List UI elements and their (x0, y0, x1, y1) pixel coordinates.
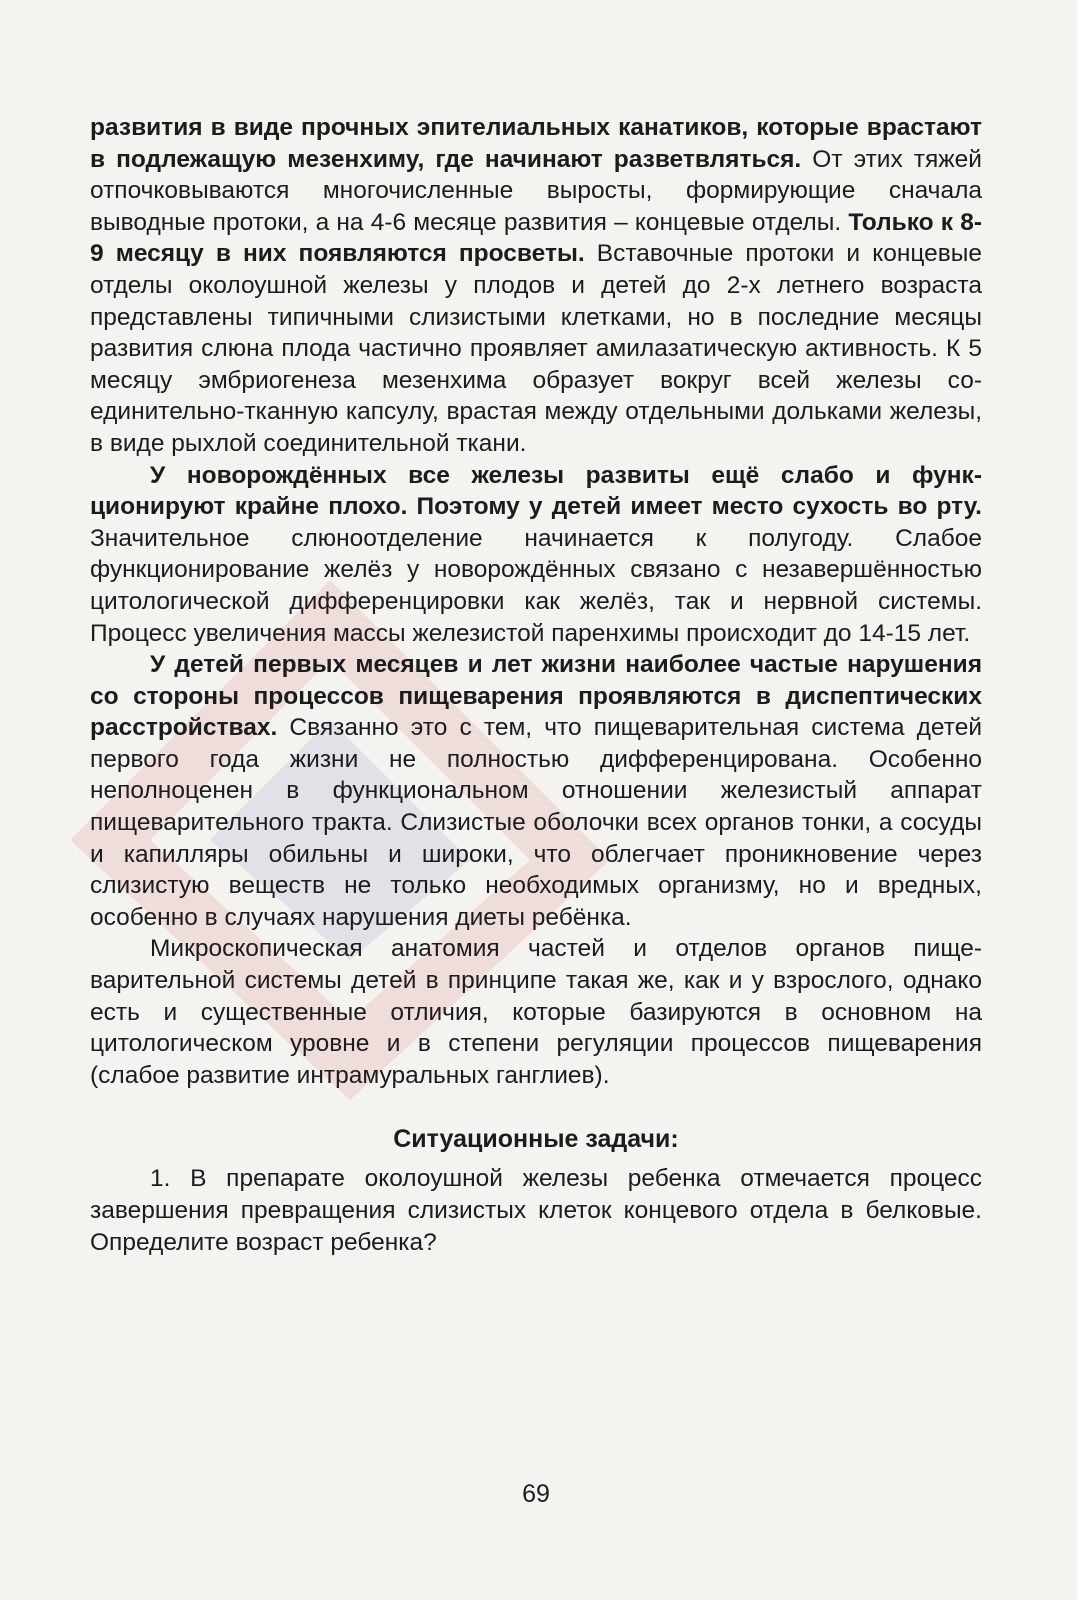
paragraph-4-text: Микроскопическая анатомия частей и отделов органов пищеварительной системы детей в принципе такая же, как и у взрослого, однако есть и существенные отличия, которые базируются в основном на цитологическом уровне и в степени регуляции процессов пищеварения (слабое развитие интрамуральных ганглиев). (90, 935, 982, 1089)
paragraph-2-bold: У новорождённых все железы развиты ещё слабо и функционируют крайне плохо. Поэтому у детей имеет место сухость во рту. (90, 461, 982, 521)
paragraph-3 (90, 649, 982, 933)
paragraph-2 (90, 460, 982, 650)
paragraph-3-bold: У детей первых месяцев и лет жизни наиболее частые нарушения со стороны процессов пищеварения проявляются в диспептических расстройствах. (90, 651, 982, 742)
task-1: 1. В препарате околоушной железы ребенка отмечается процесс завершения превращения слизистых клеток концевого отдела в белковые. Определите возраст ребенка? (90, 1165, 982, 1257)
paragraph-1-bold-2: Только к 8-9 месяцу в них появляются просветы. (90, 208, 982, 268)
page-number: 69 (522, 1480, 550, 1508)
paragraph-1-text: От этих тяжей отпочковываются многочисленные выросты, формирующие сначала выводные протоки, а на 4-6 месяце развития – концевые отделы. (90, 145, 982, 236)
body-text (90, 112, 982, 1091)
section-heading: Ситуационные задачи: (393, 1125, 679, 1154)
paragraph-2-text: Значительное слюноотделение начинается к полугоду. Слабое функционирование желёз у новорождённых связано с незавершённостью цитологической дифференцировки как желёз, так и нервной системы. Процесс увеличения массы железистой паренхимы происходит до 14-15 лет. (90, 524, 982, 647)
document-page (90, 112, 982, 1582)
paragraph-1-bold: развития в виде прочных эпителиальных канатиков, которые врастают в подлежащую мезенхиму, где начинают разветвляться. (90, 114, 982, 173)
paragraph-1 (90, 112, 982, 460)
paragraph-3-text: Связанно это с тем, что пищеварительная система детей первого года жизни не полностью дифференцирована. Особенно неполноценен в функциональном отношении железистый аппарат пищеварительного тракта. Слизистые оболочки всех органов тонки, а сосуды и капилляры обильны и широки, что облегчает проникновение через слизистую веществ не только необходимых организму, но и вредных, особенно в случаях нарушения диеты ребёнка. (90, 714, 982, 931)
paragraph-4 (90, 933, 982, 1091)
paragraph-1-text-2: Вставочные протоки и концевые отделы околоушной железы у плодов и детей до 2-х летнего возраста представлены типичными слизистыми клетками, но в последние месяцы развития слюна плода частично проявляет амилазатическую активность. К 5 месяцу эмбриогенеза мезенхима образует вокруг всей железы соединительно-тканную капсулу, врастая между отдельными дольками железы, в виде рыхлой соединительной ткани. (90, 240, 982, 457)
